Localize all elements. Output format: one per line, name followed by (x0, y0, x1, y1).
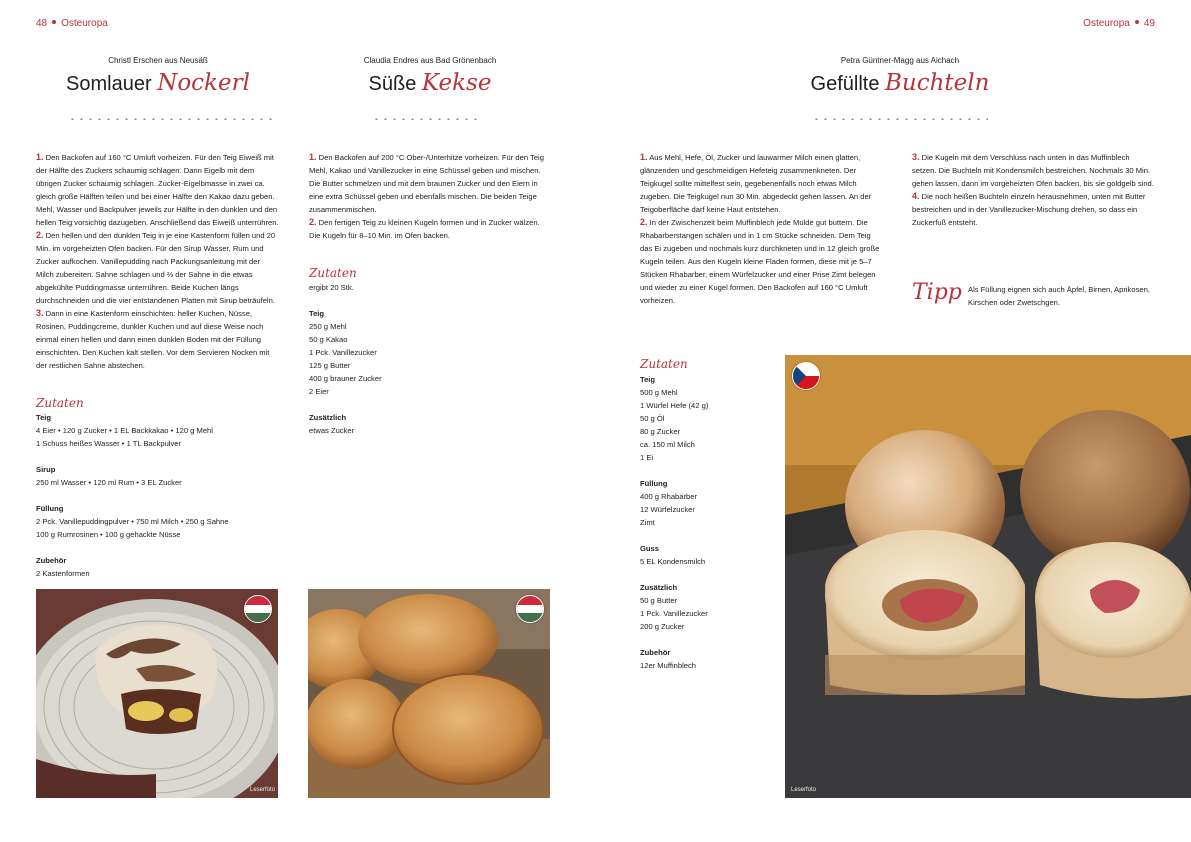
title-plain: Somlauer (66, 73, 158, 95)
ingredient-line: 50 g Butter (640, 596, 678, 605)
right-section-title: Osteuropa (1083, 18, 1130, 29)
title-fancy: Nockerl (157, 70, 250, 96)
recipe-yield: ergibt 20 Stk. (309, 283, 354, 292)
ingredient-line: 400 g brauner Zucker (309, 374, 382, 383)
recipe-author: Claudia Endres aus Bad Grönenbach (363, 56, 497, 65)
ingredient-line: 100 g Rumrosinen • 100 g gehackte Nüsse (36, 530, 181, 539)
ingredient-list (640, 373, 770, 672)
ingredient-group-heading: Füllung (36, 504, 64, 513)
step (36, 307, 279, 372)
ingredient-group-heading: Teig (36, 413, 52, 422)
step-number: 2. (36, 230, 44, 240)
cake-illustration (36, 589, 278, 798)
title-fancy: Kekse (421, 70, 492, 96)
ingredient-list (309, 281, 509, 437)
step-number: 4. (912, 191, 920, 201)
recipe-author: Petra Güntner-Magg aus Aichach (840, 56, 960, 65)
step-text: Die noch heißen Buchteln einzeln herausnehmen, unten mit Butter bestreichen und in der Vanillezucker-Mischung drehen, so dass ein Zuckerfuß entsteht. (912, 192, 1146, 227)
ingredient-line: 1 Würfel Hefe (42 g) (640, 401, 709, 410)
dotted-divider (68, 118, 278, 120)
right-page-number: 49 (1143, 18, 1155, 29)
ingredient-group-heading: Guss (640, 544, 659, 553)
zutaten-heading: Zutaten (640, 357, 688, 371)
ingredient-line: 2 Pck. Vanillepuddingpulver • 750 ml Milch • 250 g Sahne (36, 517, 229, 526)
ingredient-line: 80 g Zucker (640, 427, 681, 436)
ingredient-line: 1 Schuss heißes Wasser • 1 TL Backpulver (36, 439, 182, 448)
step-text: Die Kugeln mit dem Verschluss nach unten in das Muffinblech setzen. Die Buchteln mit Kondensmilch bestreichen. Nochmals 30 Min. gehen lassen, dann im vorgeheizten Ofen backen, bis sie goldgelb sind. (912, 153, 1154, 188)
step-number: 3. (912, 152, 920, 162)
step (640, 151, 884, 216)
step-text: Den fertigen Teig zu kleinen Kugeln formen und in Zucker wälzen. Die Kugeln für 8–10 Min. im Ofen backen. (309, 218, 540, 240)
step (912, 190, 1156, 229)
step-text: Den Backofen auf 160 °C Umluft vorheizen. Für den Teig Eiweiß mit der Hälfte des Zuckers schaumig schlagen. Dann Eigelb mit dem übrigen Zucker schaumig schlagen. Zucker-Eigelbmasse in zwei ca. gleich große Hälften teilen und bei einer Hälfte den Kakao dazu geben. Mehl, Wasser und Backpulver jeweils zur Hälfte in den dunklen und den hellen Teig vorsichtig dazugeben. Anschließend das Eiweiß unterrühren. (36, 153, 279, 227)
ingredient-line: 500 g Mehl (640, 388, 678, 397)
ingredient-line: 50 g Kakao (309, 335, 348, 344)
step-number: 2. (640, 217, 648, 227)
header-dot-icon (52, 20, 56, 24)
ingredient-line: 2 Eier (309, 387, 329, 396)
step (309, 216, 553, 242)
tip-text: Als Füllung eignen sich auch Äpfel, Birnen, Aprikosen, Kirschen oder Zwetschgen. (968, 285, 1150, 307)
step-text: Dann in eine Kastenform einschichten: heller Kuchen, Nüsse, Rosinen, Puddingcreme, dunkler Kuchen und auf diese Weise noch einmal einen hellen und dann einen dunklen Boden mit der Füllung einschichten. Den Kuchen kalt stellen. Vor dem Servieren Nocken mit der restlichen Sahne abstechen. (36, 309, 270, 370)
ingredient-group-heading: Zusätzlich (309, 413, 347, 422)
header-dot-icon (1135, 20, 1139, 24)
step-text: Den Backofen auf 200 °C Ober-/Unterhitze vorheizen. Für den Teig Mehl, Kakao und Vanillezucker in eine Schüssel geben und mischen. Die Butter schmelzen und mit dem braunen Zucker und den Eiern in eine extra Schüssel geben und ebenfalls mischen. Die beiden Teige zusammenmischen. (309, 153, 544, 214)
recipe-author: Christl Erschen aus Neusäß (108, 56, 208, 65)
step-number: 1. (640, 152, 648, 162)
ingredient-line: 250 ml Wasser • 120 ml Rum • 3 EL Zucker (36, 478, 182, 487)
dotted-divider (372, 118, 482, 120)
ingredient-group-heading: Füllung (640, 479, 668, 488)
step-text: In der Zwischenzeit beim Muffinblech jede Mulde gut buttern. Die Rhabarberstangen schälen und in 1 cm Stücke schneiden. Dem Teig das Ei zugeben und nochmals kurz durchkneten und in 12 gleich große Kugeln teilen. Aus den Kugeln kleine Fladen formen, diese mit je 5–7 Stücken Rhabarber, einem Würfelzucker und einer Prise Zimt belegen und wieder zu einer Kugel formen. Den Backofen auf 160 °C Umluft vorheizen. (640, 218, 880, 305)
photo-credit: Leserfoto (791, 787, 817, 793)
ingredient-line: 1 Ei (640, 453, 654, 462)
step (640, 216, 884, 307)
title-plain: Süße (368, 73, 422, 95)
ingredient-line: 12er Muffinblech (640, 661, 697, 670)
recipe-title (40, 70, 276, 96)
zutaten-heading: Zutaten (36, 396, 84, 410)
step-number: 1. (309, 152, 317, 162)
ingredient-group-heading: Zubehör (36, 556, 67, 565)
ingredient-group-heading: Zusätzlich (640, 583, 678, 592)
ingredient-line: 200 g Zucker (640, 622, 685, 631)
somlauer-nockerl-photo (36, 589, 278, 798)
ingredient-line: 250 g Mehl (309, 322, 347, 331)
left-page-header (36, 18, 108, 29)
ingredient-group-heading: Teig (640, 375, 656, 384)
step-number: 1. (36, 152, 44, 162)
step (36, 229, 279, 307)
recipe-instructions-col1 (640, 151, 884, 307)
ingredient-line: 400 g Rhabarber (640, 492, 697, 501)
step-number: 3. (36, 308, 44, 318)
title-fancy: Buchteln (885, 70, 990, 96)
photo-credit: Leserfoto (250, 787, 276, 793)
ingredient-group-heading: Sirup (36, 465, 56, 474)
step-text: Aus Mehl, Hefe, Öl, Zucker und lauwarmer Milch einen glatten, glänzenden und geschmeidigen Hefeteig zusammenkneten. Der Teigkugel sollte mittelfest sein, gegebenenfalls noch etwas Milch zugeben. Die Teigkugel nun 30 Min. abgedeckt gehen lassen. An der Teigoberfläche darf keine Haut entstehen. (640, 153, 872, 214)
recipe-instructions-col2 (912, 151, 1156, 229)
step-text: Den hellen und den dunklen Teig in je eine Kastenform füllen und 20 Min. im vorgeheizten Ofen backen. Für den Sirup Wasser, Rum und Zucker aufkochen. Vanillepudding nach Packungsanleitung mit der Milch zubereiten. Sahne schlagen und ⅔ der Sahne in die etwas abgekühlte Puddingmasse unterrühren. Beide Kuchen längs durchschneiden und die vier entstandenen Platten mit Sirup beträufeln. (36, 231, 276, 305)
tip-label: Tipp (912, 280, 962, 305)
left-section-title: Osteuropa (61, 18, 108, 29)
zutaten-heading: Zutaten (309, 266, 357, 280)
step-number: 2. (309, 217, 317, 227)
cookies-illustration (308, 589, 550, 798)
ingredient-group-heading: Teig (309, 309, 325, 318)
kekse-photo (308, 589, 550, 798)
ingredient-line: 12 Würfelzucker (640, 505, 695, 514)
recipe-instructions (309, 151, 553, 242)
recipe-title (312, 70, 548, 96)
hungary-flag-icon (244, 595, 272, 623)
recipe-instructions (36, 151, 279, 372)
buchteln-illustration (785, 355, 1191, 798)
czech-flag-icon (792, 362, 820, 390)
ingredient-list (36, 411, 281, 580)
ingredient-line: 5 EL Kondensmilch (640, 557, 706, 566)
left-page-number: 48 (36, 18, 48, 29)
hungary-flag-icon (516, 595, 544, 623)
ingredient-line: 50 g Öl (640, 414, 665, 423)
ingredient-line: etwas Zucker (309, 426, 355, 435)
buchteln-photo (785, 355, 1191, 798)
right-page-header (1083, 18, 1155, 29)
ingredient-line: 2 Kastenformen (36, 569, 90, 578)
step (309, 151, 553, 216)
ingredient-line: 1 Pck. Vanillezucker (640, 609, 708, 618)
dotted-divider (812, 118, 988, 120)
ingredient-line: 4 Eier • 120 g Zucker • 1 EL Backkakao • 120 g Mehl (36, 426, 213, 435)
recipe-title (770, 70, 1030, 96)
ingredient-group-heading: Zubehör (640, 648, 671, 657)
ingredient-line: ca. 150 ml Milch (640, 440, 695, 449)
step (912, 151, 1156, 190)
ingredient-line: 1 Pck. Vanillezucker (309, 348, 377, 357)
step (36, 151, 279, 229)
ingredient-line: 125 g Butter (309, 361, 351, 370)
title-plain: Gefüllte (810, 73, 886, 95)
ingredient-line: Zimt (640, 518, 655, 527)
